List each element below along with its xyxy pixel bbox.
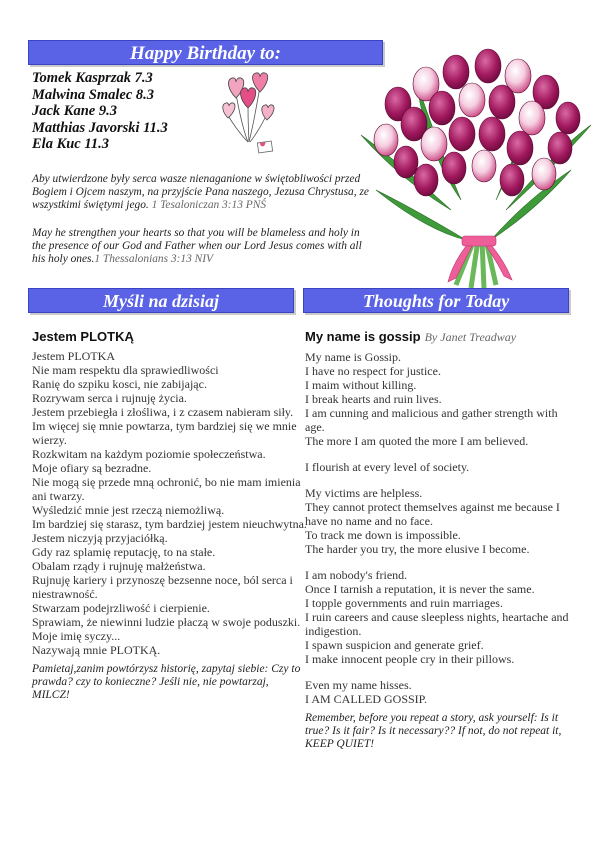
poem-line: Wyśledzić mnie jest rzeczą niemożliwą. [32, 503, 225, 517]
english-thoughts-banner: Thoughts for Today [303, 288, 569, 313]
poem-line: Moje ofiary są bezradne. [32, 461, 152, 475]
poem-line: The harder you try, the more elusive I become. [305, 542, 530, 556]
poem-line: My name is Gossip. [305, 350, 401, 364]
poem-line: Obalam rządy i rujnuję małżeństwa. [32, 559, 206, 573]
poem-line: I am cunning and malicious and gather strength with age. [305, 406, 558, 434]
stanza-gap [305, 448, 580, 460]
english-column [305, 328, 580, 751]
poem-line: I break hearts and ruin lives. [305, 392, 442, 406]
birthday-list [32, 70, 232, 153]
stanza-gap [305, 666, 580, 678]
poem-line: Rozrywam serca i rujnuję życia. [32, 391, 187, 405]
poem-line: Jestem przebiegła i złośliwa, i z czasem nabieram siły. [32, 405, 294, 419]
poem-line: I flourish at every level of society. [305, 460, 470, 474]
poem-line: Ranię do szpiku kosci, nie zabijając. [32, 377, 207, 391]
poem-line: Im bardziej się starasz, tym bardziej jestem nieuchwytna. [32, 517, 307, 531]
verse-english-text: May he strengthen your hearts so that you will be blameless and holy in the presence of our God and Father when our Lord Jesus comes with all his holy ones. [32, 227, 362, 266]
stanza-gap [305, 474, 580, 486]
birthday-person: Ela Kuc 11.3 [32, 136, 109, 152]
birthday-person: Matthias Javorski 11.3 [32, 119, 168, 136]
poem-line: I have no respect for justice. [305, 364, 441, 378]
poem-line: Im więcej się mnie powtarza, tym bardziej się we mnie wierzy. [32, 419, 297, 447]
poem-line: Moje imię syczy... [32, 629, 121, 643]
polish-column [32, 328, 307, 702]
poem-line: I spawn suspicion and generate grief. [305, 638, 484, 652]
poem-line: To track me down is impossible. [305, 528, 461, 542]
polish-closing: Pamietaj,zanim powtórzysz historię, zapytaj siebie: Czy to prawda? czy to konieczne? Jeśli nie, nie powtarzaj, MILCZ! [32, 663, 301, 701]
birthday-person: Jack Kane 9.3 [32, 103, 117, 119]
poem-line: My victims are helpless. [305, 486, 423, 500]
english-closing: Remember, before you repeat a story, ask yourself: Is it true? Is it fair? Is it necessary?? If not, do not repeat it, KEEP QUIET! [305, 712, 562, 750]
poem-line: Once I tarnish a reputation, it is never the same. [305, 582, 535, 596]
poem-line: Gdy raz splamię reputację, to na stałe. [32, 545, 216, 559]
poem-line: The more I am quoted the more I am believed. [305, 434, 529, 448]
polish-heading: Jestem PLOTKĄ [32, 329, 134, 344]
poem-line: I AM CALLED GOSSIP. [305, 692, 428, 706]
poem-line: Nazywają mnie PLOTKĄ. [32, 643, 161, 657]
hearts-balloons-icon [218, 72, 280, 158]
birthday-person: Malwina Smalec 8.3 [32, 86, 155, 103]
english-heading [305, 328, 580, 346]
birthday-banner: Happy Birthday to: [28, 40, 383, 65]
birthday-person: Tomek Kasprzak 7.3 [32, 70, 153, 86]
polish-thoughts-banner: Myśli na dzisiaj [28, 288, 294, 313]
poem-line: I maim without killing. [305, 378, 417, 392]
poem-line: I am nobody's friend. [305, 568, 408, 582]
verse-polish-ref: 1 Tesaloniczan 3:13 PNŚ [148, 199, 267, 212]
tulip-bouquet-icon [356, 40, 596, 290]
poem-line: Sprawiam, że niewinni ludzie płaczą w swoje poduszki. [32, 615, 301, 629]
english-heading-title: My name is gossip [305, 329, 421, 344]
poem-line: Jestem niczyją przyjaciółką. [32, 531, 168, 545]
poem-line: I make innocent people cry in their pillows. [305, 652, 515, 666]
poem-line: Jestem PLOTKA [32, 349, 115, 363]
poem-line: Rujnuję kariery i przynoszę bezsenne noce, ból serca i niestrawność. [32, 573, 293, 601]
poem-line: Nie mam respektu dla sprawiedliwości [32, 363, 219, 377]
poem-line: Stwarzam podejrzliwość i cierpienie. [32, 601, 210, 615]
stanza-gap [305, 556, 580, 568]
verse-polish [32, 173, 372, 213]
poem-line: They cannot protect themselves against me because I have no name and no face. [305, 500, 560, 528]
poem-line: Rozkwitam na każdym poziomie społeczeństwa. [32, 447, 266, 461]
verse-english-ref: 1 Thessalonians 3:13 NIV [94, 253, 213, 266]
poem-line: I ruin careers and cause sleepless nights, heartache and indigestion. [305, 610, 569, 638]
verse-polish-text: Aby utwierdzone były serca wasze nienaganione w świętobliwości przed Bogiem i Ojcem naszym, na przyjście Pana naszego, Jezusa Chrystusa, ze wszystkimi świętymi jego. [32, 173, 369, 212]
poem-line: Nie mogą się przede mną ochronić, bo nie mam imienia ani twarzy. [32, 475, 301, 503]
poem-line: Even my name hisses. [305, 678, 412, 692]
verse-english [32, 227, 372, 267]
english-author: By Janet Treadway [424, 330, 517, 344]
poem-line: I topple governments and ruin marriages. [305, 596, 503, 610]
